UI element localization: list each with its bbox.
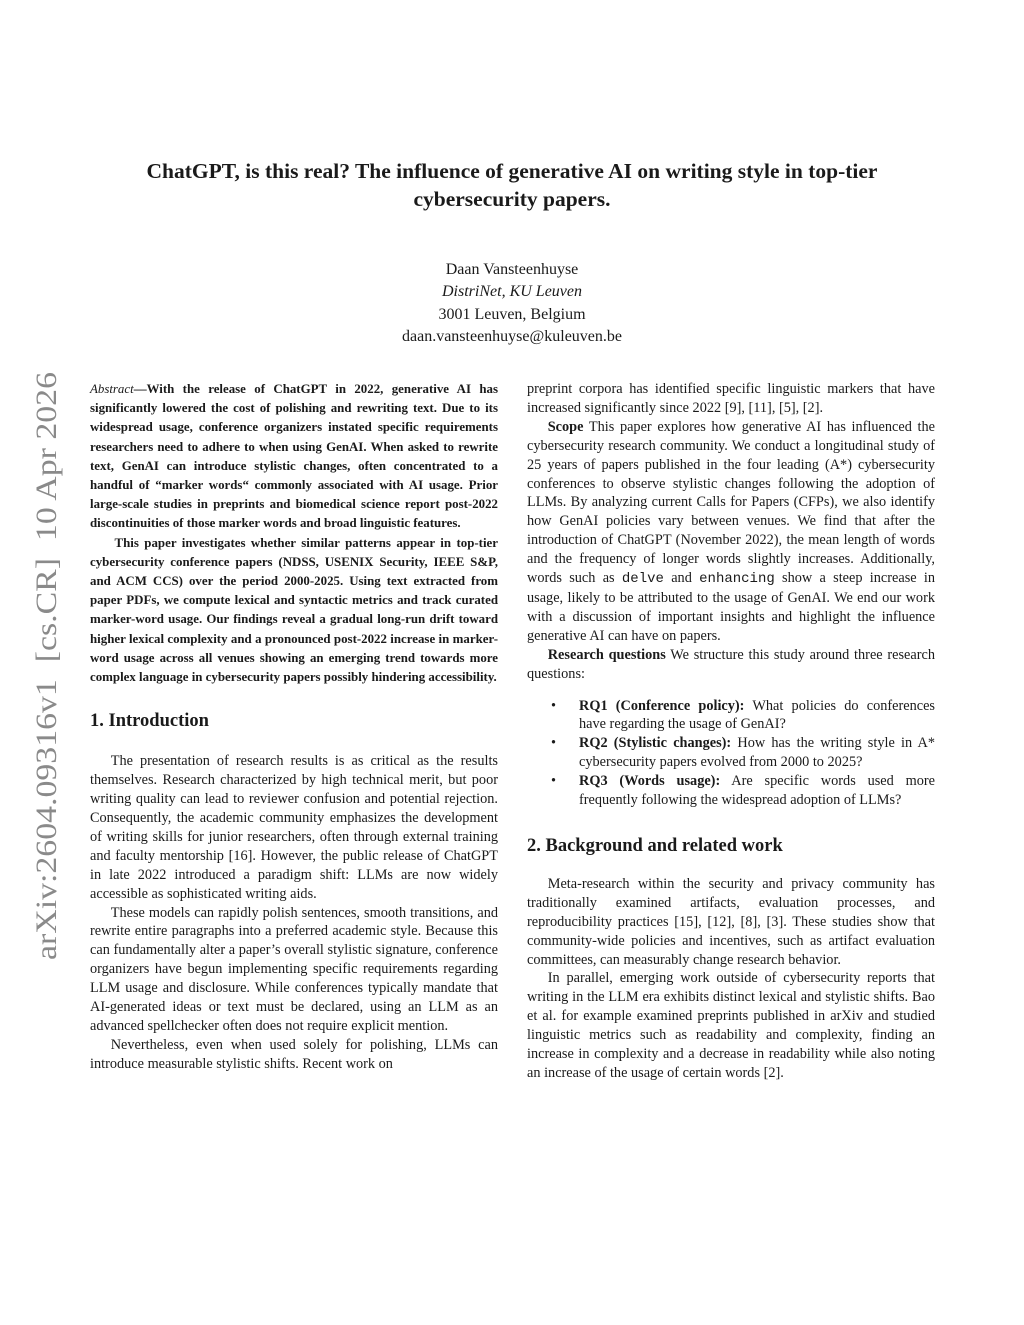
author-name: Daan Vansteenhuyse	[445, 261, 579, 278]
arxiv-stamp-svg	[25, 370, 65, 960]
abstract-label: Abstract	[90, 382, 134, 396]
research-question-item-1	[527, 697, 935, 735]
rq3-text: Are specific words used more frequently following the widespread adoption of LLMs?	[579, 773, 935, 809]
background-paragraph-2: In parallel, emerging work outside of cybersecurity reports that writing in the LLM era exhibits distinct lexical and stylistic shifts. Bao et al. for example examined preprints published in arXiv and studied linguistic metrics such as readability and complexity, finding an increase in complexity and a decrease in readability while also noting an increase of the usage of certain words [2].	[527, 970, 935, 1081]
research-question-item-2	[527, 734, 935, 772]
scope-label: Scope	[547, 418, 584, 435]
scope-paragraph	[527, 418, 935, 646]
research-questions-label: Research questions	[547, 646, 666, 663]
arxiv-identifier-stamp	[25, 370, 65, 960]
bullet-icon: •	[551, 735, 557, 752]
author-block	[90, 259, 934, 349]
research-questions-paragraph	[527, 646, 935, 684]
research-questions-intro: We structure this study around three research questions:	[527, 646, 935, 682]
rq1-text: What policies do conferences have regarding the usage of GenAI?	[579, 697, 935, 733]
marker-word-enhancing: enhancing	[699, 571, 775, 588]
rq3-label: RQ3 (Words usage):	[579, 773, 721, 790]
abstract-paragraph-1	[90, 380, 498, 534]
author-affiliation: DistriNet, KU Leuven	[442, 283, 582, 301]
research-questions-list	[527, 697, 935, 810]
abstract	[90, 380, 498, 687]
intro-paragraph-3-continued: preprint corpora has identified specific linguistic markers that have increased significantly since 2022 [9], [11], [5], [2].	[527, 381, 935, 416]
background-paragraph-1: Meta-research within the security and privacy community has traditionally examined artifacts, evaluation processes, and reproducibility practices [15], [12], [8], [3]. These studies show that community-wide policies and incentives, such as artifact evaluation committees, can measurably change research behavior.	[527, 875, 935, 968]
rq2-text: How has the writing style in A* cybersecurity papers evolved from 2000 to 2025?	[579, 735, 936, 771]
intro-paragraph-3: Nevertheless, even when used solely for polishing, LLMs can introduce measurable stylistic shifts. Recent work on	[90, 1036, 498, 1072]
scope-text-1: This paper explores how generative AI has influenced the cybersecurity research community. We conduct a longitudinal study of 25 years of papers published in the four leading (A*) cybersecurity conferences to observe stylistic changes following the adoption of LLMs. By analyzing current Calls for Papers (CFPs), we also identify how GenAI policies vary between venues. We find that after the introduction of ChatGPT (November 2022), the mean length of words and the frequency of longer words slightly increases. Additionally, words such as	[527, 418, 935, 587]
abstract-paragraph-2: This paper investigates whether similar patterns appear in top-tier cybersecurity conference papers (NDSS, USENIX Security, IEEE S&P, and ACM CCS) over the period 2000-2025. Using text extracted from paper PDFs, we compute lexical and syntactic metrics and track curated marker-word usage. Our findings reveal a gradual long-run drift toward higher lexical complexity and a pronounced post-2022 increase in marker-word usage across all venues showing an emerging trend towards more complex language in cybersecurity papers possibly hindering accessibility.	[90, 535, 498, 685]
intro-paragraph-1: The presentation of research results is as critical as the results themselves. Research characterized by high technical merit, but poor writing quality can lead to reviewer confusion and potential rejection. Consequently, the academic community emphasizes the development of writing skills for junior researchers, often through external training and faculty mentorship [16]. However, the public release of ChatGPT in late 2022 introduced a paradigm shift: LLMs are now widely accessible as sophisticated writing aids.	[90, 753, 498, 902]
bullet-icon: •	[551, 773, 557, 790]
marker-word-delve: delve	[621, 571, 664, 588]
research-question-item-3	[527, 772, 935, 810]
abstract-dash: —	[133, 382, 147, 396]
right-column	[527, 380, 935, 1083]
bullet-icon: •	[551, 697, 557, 714]
author-address: 3001 Leuven, Belgium	[438, 305, 586, 323]
rq1-label: RQ1 (Conference policy):	[579, 697, 745, 714]
left-column	[90, 380, 498, 1074]
scope-and: and	[671, 570, 692, 587]
scope-text-2: show a steep increase in usage, likely to be attributed to the usage of GenAI. We end our work with a discussion of important insights and highlight the influence generative AI can have on papers.	[527, 570, 936, 644]
section-heading-introduction: 1. Introduction	[90, 711, 209, 732]
abstract-text-1: With the release of ChatGPT in 2022, generative AI has significantly lowered the cost of polishing and rewriting text. Due to its widespread usage, conference organizers instated specific requirements researchers need to adhere to when using GenAI. When asked to rewrite text, GenAI can introduce stylistic changes, often concentrated to a handful of “marker words“ commonly associated with AI usage. Prior large-scale studies in preprints and biomedical science report post-2022 discontinuities of those marker words and broad linguistic features.	[90, 382, 498, 531]
rq2-label: RQ2 (Stylistic changes):	[579, 735, 732, 752]
intro-paragraph-2: These models can rapidly polish sentences, smooth transitions, and rewrite entire paragraphs into a preferred academic style. Because this can fundamentally alter a paper’s overall stylistic signature, conference organizers have begun implementing specific requirements regarding LLM usage and disclosure. While conferences typically mandate that AI-generated ideas or text must be declared, using an LLM as an advanced spellchecker often does not require explicit mention.	[90, 904, 498, 1034]
paper-title: ChatGPT, is this real? The influence of generative AI on writing style in top-tier cybersecurity papers.	[146, 159, 878, 211]
arxiv-stamp-text: arXiv:2604.09316v1 [cs.CR] 10 Apr 2026	[30, 438, 63, 960]
section-heading-background: 2. Background and related work	[527, 835, 783, 856]
author-email: daan.vansteenhuyse@kuleuven.be	[402, 328, 622, 346]
